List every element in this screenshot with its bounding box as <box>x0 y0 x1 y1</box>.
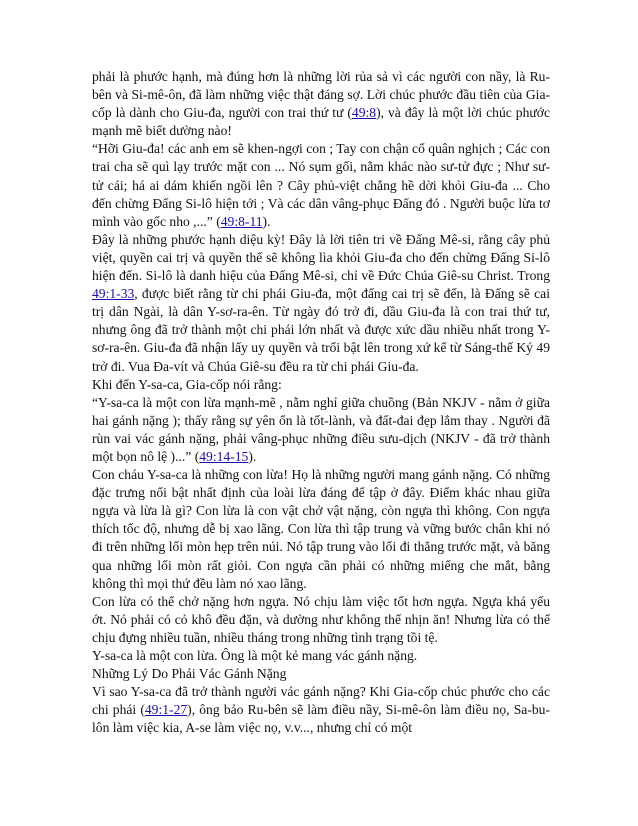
section-heading: Những Lý Do Phải Vác Gánh Nặng <box>92 666 287 682</box>
document-page <box>92 68 550 737</box>
scripture-link-49-14-15[interactable]: 49:14-15 <box>199 448 249 464</box>
paragraph-10-text-b: ), ông bảo Ru-bên sẽ làm điều nầy, Si-mê-ôn làm điều nọ, Sa-bu-lôn làm việc kia, A-se làm việc nọ, v.v..., nhưng chỉ có một <box>92 702 550 736</box>
paragraph-6: Con cháu Y-sa-ca là những con lừa! Họ là những người mang gánh nặng. Có những đặc trưng nổi bật nhất định của loài lừa đáng để tập ở đây. Điểm khác nhau giữa ngựa và lừa là gì? Con lừa là con vật chở vật nặng, còn ngựa thì không. Con ngựa thích tốc độ, nhưng dễ bị xao lãng. Con lừa thì tập trung và vững bước chân khi nó đi trên những lối mòn hẹp trên núi. Nó tập trung vào lối đi thẳng trước mặt, và băng qua những lối mòn rất giỏi. Con ngựa cần phải có những miếng che mắt, bằng không thì mọi thứ đều làm nó xao lãng. <box>92 467 550 591</box>
paragraph-3 <box>92 231 550 376</box>
paragraph-8: Y-sa-ca là một con lừa. Ông là một kẻ mang vác gánh nặng. <box>92 648 418 663</box>
scripture-link-49-8-11[interactable]: 49:8-11 <box>220 213 263 229</box>
scripture-link-49-8[interactable]: 49:8 <box>351 105 377 121</box>
paragraph-7: Con lừa có thể chở nặng hơn ngựa. Nó chịu làm việc tốt hơn ngựa. Ngựa khá yếu ớt. Nó phải có cỏ khô đều đặn, và dường như không thể nhịn ăn! Nhưng lừa có thể chịu đựng nhiều tuần, nhiều tháng trong những tình trạng tồi tệ. <box>92 593 550 645</box>
paragraph-5-text-a: “Y-sa-ca là một con lừa mạnh-mẽ , nằm nghỉ giữa chuồng (Bản NKJV - nằm ở giữa hai gánh nặng ); thấy rằng sự yên ổn là tốt-lành, và đất-đai đẹp lắm thay . Người đã rùn vai vác gánh nặng, phải vâng-phục những điều sưu-dịch (NKJV - đã trở thành một bọn nô lệ )...” ( <box>92 394 550 464</box>
paragraph-5-quote <box>92 394 550 466</box>
paragraph-5-text-b: ). <box>248 448 257 464</box>
paragraph-2-quote <box>92 140 550 230</box>
scripture-link-49-1-27[interactable]: 49:1-27 <box>144 702 188 718</box>
paragraph-2-text-a: “Hỡi Giu-đa! các anh em sẽ khen-ngợi con ; Tay con chận cổ quân nghịch ; Các con trai cha sẽ quì lạy trước mặt con ... Nó sụm gối, nằm khác nào sư-tử đực ; Như sư-tử cái; há ai dám khiến ngồi lên ? Cây phủ-việt chẳng hề dời khỏi Giu-đa ... Cho đến chừng Đấng Si-lô hiện tới ; Và các dân vâng-phục Đấng đó . Người buộc lừa tơ mình vào gốc nho ,...” ( <box>92 141 550 229</box>
paragraph-4: Khi đến Y-sa-ca, Gia-cốp nói rằng: <box>92 376 282 392</box>
paragraph-1-text-b: ), và đây là một lời chúc phước mạnh mẽ biết dường nào! <box>92 105 550 139</box>
paragraph-1 <box>92 68 550 140</box>
paragraph-2-text-b: ). <box>262 213 271 229</box>
paragraph-10-text-a: Vì sao Y-sa-ca đã trở thành người vác gánh nặng? Khi Gia-cốp chúc phước cho các chi phái ( <box>92 684 550 718</box>
paragraph-1-text-a: phải là phước hạnh, mà đúng hơn là những lời rủa sả vì các người con nầy, là Ru-bên và Si-mê-ôn, đã làm những việc thật đáng sợ. Lời chúc phước đầu tiên của Gia-cốp là dành cho Giu-đa, người con trai thứ tư ( <box>92 69 550 121</box>
paragraph-3-text-a: Đây là những phước hạnh diệu kỳ! Đây là lời tiên tri về Đấng Mê-si, rằng cây phủ việt, quyền cai trị và quyền thế sẽ không lìa khỏi Giu-đa cho đến chừng Đấng Si-lô hiện đến. Si-lô là danh hiệu của Đấng Mê-si, chỉ về Đức Chúa Giê-su Christ. Trong <box>92 231 550 284</box>
scripture-link-49-1-33[interactable]: 49:1-33 <box>92 286 135 302</box>
paragraph-3-text-b: , được biết rằng từ chi phái Giu-đa, một đấng cai trị sẽ đến, là Đấng sẽ cai trị dân Ngài, là dân Y-sơ-ra-ên. Từ ngày đó trở đi, dầu Giu-đa là con trai thứ tư, nhưng ông đã trở thành một chi phái lớn nhất và được xức dầu nhiều nhất trong Y-sơ-ra-ên. Giu-đa đã nhận lấy uy quyền và trổi bật lên trong xứ kể từ Sáng-thế Ký 49 trở đi. Vua Đa-vít và Chúa Giê-su đều ra từ chi phái Giu-đa. <box>92 286 550 374</box>
paragraph-10 <box>92 683 550 737</box>
